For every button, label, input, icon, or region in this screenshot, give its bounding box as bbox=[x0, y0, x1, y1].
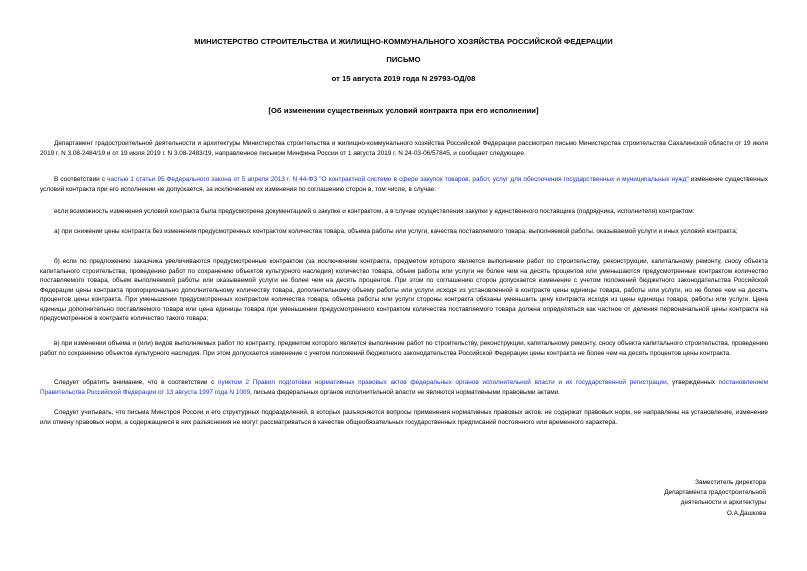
paragraph-clarification: Следует учитывать, что письма Минстроя России и его структурных подразделений, в которых разъясняются вопросы применения нормативных правовых актов, не содержат правовых норм, не направлены на установление, изменение или отмену правовых норм, а содержащиеся в них разъяснения не могут рассматриваться в качестве общеобязательных государственных предписаний постоянного или временного характера. bbox=[40, 409, 768, 426]
signature-department: Департамента градостроительной bbox=[664, 489, 766, 497]
paragraph-text: Следует обратить внимание, что в соответствии с bbox=[54, 379, 218, 386]
paragraph-item-b: б) если по предложению заказчика увеличиваются предусмотренные контрактом (за исключением контракта, предметом которого является выполнение работ по строительству, реконструкции, капитальному ремонту, сносу объекта капитального строительства, проведению работ по сохранению объектов культурного наследия) количество товара, объем работы или услуги не более чем на десять процентов или уменьшаются предусмотренные контрактом количество поставляемого товара, объем выполняемой работы или оказываемой услуги не более чем на десять процентов. При этом по соглашению сторон допускается изменение с учетом положений бюджетного законодательства Российской Федерации цены контракта пропорционально дополнительному количеству товара, дополнительному объему работы или услуги исходя из установленной в контракте цены единицы товара, работы или услуги, но не более чем на десять процентов цены контракта. При уменьшении предусмотренных контрактом количества товара, объема работы или услуги стороны контракта обязаны уменьшить цену контракта исходя из цены единицы товара, работы или услуги. Цена единицы дополнительно поставляемого товара или цена единицы товара при уменьшении предусмотренного контрактом количества поставляемого товара должна определяться как частное от деления первоначальной цены контракта на предусмотренное в контракте количество такого товара; bbox=[40, 258, 768, 322]
signature-block bbox=[566, 478, 766, 519]
paragraph-intro: Департамент градостроительной деятельности и архитектуры Министерства строительства и жилищно-коммунального хозяйства Российской Федерации рассмотрел письмо Министерства строительства Сахалинской области от 19 июля 2019 г. N 3.08-2484/19 и от 19 июля 2019 г. N 3.08-2483/19, направленное письмом Минфина России от 1 августа 2019 г. N 24-03-06/57845, и сообщает следующее. bbox=[40, 140, 768, 157]
law-44fz-link[interactable]: частью 1 статьи 95 Федерального закона от 5 апреля 2013 г. N 44-ФЗ "О контрактной системе в сфере закупок товаров, работ, услуг для обеспечения государственных и муниципальных нужд" bbox=[107, 176, 689, 183]
paragraph-note bbox=[40, 378, 768, 397]
paragraph-condition: если возможность изменения условий контракта была предусмотрена документацией о закупке и контрактом, а в случае осуществления закупки у единственного поставщика (подрядчика, исполнителя) контрактом: bbox=[54, 208, 695, 215]
ministry-title: МИНИСТЕРСТВО СТРОИТЕЛЬСТВА И ЖИЛИЩНО-КОММУНАЛЬНОГО ХОЗЯЙСТВА РОССИЙСКОЙ ФЕДЕРАЦИИ bbox=[194, 37, 613, 46]
document-subject: [Об изменении существенных условий контракта при его исполнении] bbox=[268, 106, 539, 115]
paragraph-item-a: а) при снижении цены контракта без изменения предусмотренных контрактом количества товара, объема работы или услуги, качества поставляемого товара, выполняемой работы, оказываемой услуги и иных условий контракта; bbox=[54, 228, 738, 235]
rules-link[interactable]: пунктом 2 Правил подготовки нормативных правовых актов федеральных органов исполнительной власти и их государственной регистрации bbox=[218, 379, 667, 386]
government-decree-link[interactable]: постановлением Правительства Российской Федерации от 13 августа 1997 года N 1009 bbox=[40, 379, 768, 396]
paragraph-text: В соответствии с bbox=[54, 176, 108, 183]
signature-position: Заместитель директора bbox=[695, 479, 766, 486]
paragraph-text: изменение существенных условий контракта при его исполнении не допускается, за исключением их изменения по соглашению сторон в, том числе, в случае: bbox=[40, 176, 769, 193]
signature-department-cont: деятельности и архитектуры bbox=[680, 499, 766, 507]
date-and-number: от 15 августа 2019 года N 29793-ОД/08 bbox=[331, 74, 476, 83]
signature-name: О.А.Дашкова bbox=[726, 509, 766, 517]
paragraph-item-c: в) при изменении объема и (или) видов выполняемых работ по контракту, предметом которого является выполнение работ по строительству, реконструкции, капитальному ремонту, сносу объекта капитального строительства, проведению работ по сохранению объектов культурного наследия. При этом допускается изменение с учетом положений бюджетного законодательства Российской Федерации цены контракта не более чем на десять процентов цены контракта. bbox=[40, 340, 768, 357]
paragraph-text: , письма федеральных органов исполнительной власти не являются нормативными правовыми актами. bbox=[250, 388, 560, 396]
paragraph-text: , утвержденных bbox=[666, 379, 719, 386]
paragraph-legal-basis bbox=[40, 175, 768, 194]
document-type: ПИСЬМО bbox=[386, 55, 421, 64]
